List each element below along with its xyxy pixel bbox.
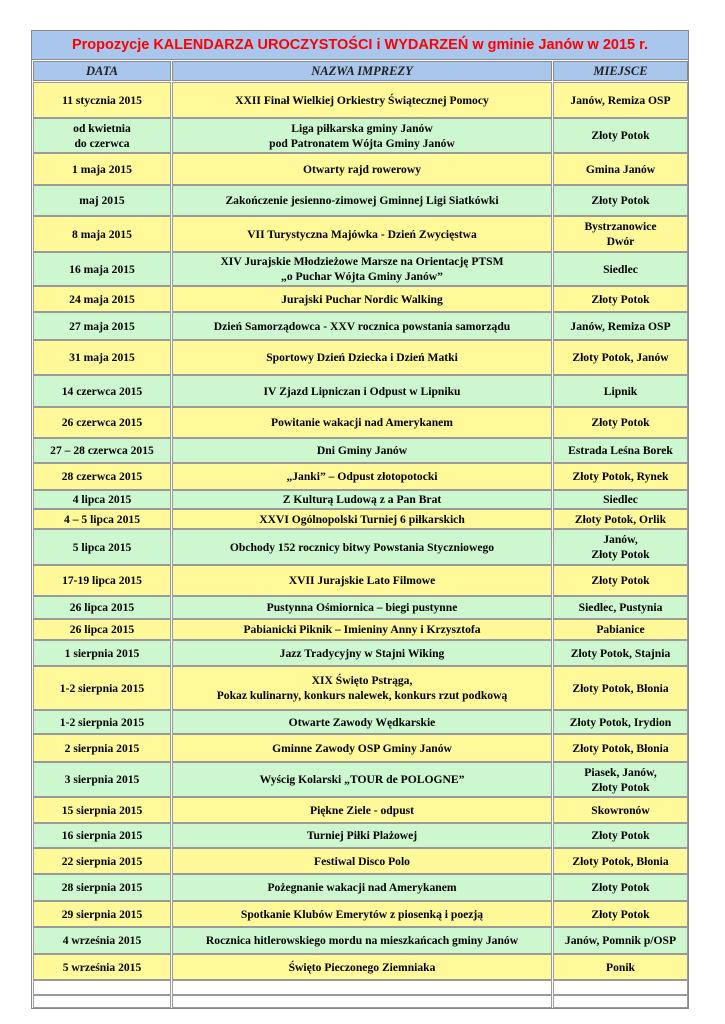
place-cell bbox=[553, 954, 688, 980]
place-cell bbox=[553, 286, 688, 312]
table-row bbox=[32, 596, 688, 619]
date-cell bbox=[33, 185, 171, 216]
date-cell-text: 4 – 5 lipca 2015 bbox=[63, 512, 140, 526]
date-cell bbox=[33, 490, 171, 509]
place-cell-text: Gmina Janów bbox=[585, 162, 656, 176]
date-cell-text: 27 maja 2015 bbox=[69, 319, 135, 333]
date-cell-text: 16 sierpnia 2015 bbox=[61, 829, 143, 842]
date-cell-text: 11 stycznia 2015 bbox=[62, 93, 142, 107]
date-cell bbox=[33, 463, 171, 490]
event-name-cell-text: VII Turystyczna Majówka - Dzień Zwycięstwa bbox=[247, 227, 477, 241]
event-name-cell bbox=[172, 252, 552, 286]
event-name-cell bbox=[172, 927, 552, 954]
place-cell bbox=[553, 901, 688, 927]
table-row bbox=[32, 490, 688, 509]
table-row bbox=[32, 619, 688, 640]
date-cell-text: 4 września 2015 bbox=[62, 934, 142, 947]
event-name-cell bbox=[172, 340, 552, 375]
place-cell bbox=[553, 407, 688, 438]
place-cell bbox=[553, 874, 688, 901]
date-cell-text: 16 maja 2015 bbox=[69, 262, 135, 276]
event-name-cell bbox=[172, 490, 552, 509]
place-cell bbox=[553, 666, 688, 710]
event-name-cell-text: Sportowy Dzień Dziecka i Dzień Matki bbox=[266, 351, 458, 364]
event-name-cell-text: Turniej Piłki Plażowej bbox=[306, 829, 418, 842]
table-row bbox=[32, 529, 688, 565]
event-name-cell bbox=[172, 823, 552, 848]
table-row bbox=[32, 848, 688, 874]
place-cell bbox=[553, 797, 688, 823]
table-row bbox=[32, 762, 688, 797]
table-row bbox=[32, 874, 688, 901]
date-cell bbox=[33, 153, 171, 185]
place-cell-text: Złoty Potok, Błonia bbox=[572, 681, 669, 695]
place-cell bbox=[553, 848, 688, 874]
place-cell bbox=[553, 565, 688, 596]
event-name-cell-text: Festiwal Disco Polo bbox=[314, 854, 410, 868]
event-name-cell bbox=[172, 153, 552, 185]
date-cell bbox=[33, 252, 171, 286]
place-cell bbox=[553, 153, 688, 185]
date-cell-text: 1 maja 2015 bbox=[72, 162, 132, 176]
date-cell bbox=[33, 619, 171, 640]
date-cell-text: 1 sierpnia 2015 bbox=[64, 646, 140, 660]
place-cell-text: Złoty Potok bbox=[591, 292, 650, 306]
event-name-cell bbox=[172, 797, 552, 823]
date-cell-text: 14 czerwca 2015 bbox=[61, 384, 143, 398]
table-row bbox=[32, 216, 688, 252]
date-cell-text: 29 sierpnia 2015 bbox=[61, 907, 143, 921]
date-cell bbox=[33, 927, 171, 954]
date-cell bbox=[33, 666, 171, 710]
date-cell bbox=[33, 286, 171, 312]
place-cell-text: Bystrzanowice Dwór bbox=[584, 220, 657, 248]
event-name-cell bbox=[172, 995, 552, 1008]
event-name-cell-text: Dni Gminy Janów bbox=[316, 444, 408, 457]
event-name-cell-text: IV Zjazd Lipniczan i Odpust w Lipniku bbox=[263, 384, 461, 398]
date-cell-text: 5 lipca 2015 bbox=[72, 540, 132, 554]
place-cell-text: Skowronów bbox=[591, 803, 650, 817]
table-row bbox=[32, 82, 688, 118]
place-cell bbox=[553, 312, 688, 340]
event-name-cell-text: Wyścig Kolarski „TOUR de POLOGNE” bbox=[259, 773, 465, 786]
event-name-cell-text: Święto Pieczonego Ziemniaka bbox=[288, 960, 436, 974]
date-cell bbox=[33, 848, 171, 874]
date-cell bbox=[33, 312, 171, 340]
table-row bbox=[32, 252, 688, 286]
date-cell bbox=[33, 565, 171, 596]
event-name-cell bbox=[172, 438, 552, 463]
place-cell-text: Siedlec, Pustynia bbox=[578, 601, 663, 614]
event-name-cell-text: Pustynna Ośmiornica – biegi pustynne bbox=[266, 601, 458, 614]
event-name-cell bbox=[172, 407, 552, 438]
table-row bbox=[32, 407, 688, 438]
event-name-cell-text: Otwarty rajd rowerowy bbox=[302, 162, 422, 176]
date-cell-text: 15 sierpnia 2015 bbox=[61, 803, 143, 817]
event-name-cell bbox=[172, 640, 552, 666]
table-row bbox=[32, 640, 688, 666]
place-cell bbox=[553, 762, 688, 797]
event-name-cell-text: Rocznica hitlerowskiego mordu na mieszkańcach gminy Janów bbox=[205, 934, 519, 947]
place-cell-text: Ponik bbox=[606, 960, 635, 974]
place-cell bbox=[553, 216, 688, 252]
table-row bbox=[32, 340, 688, 375]
date-cell-text: maj 2015 bbox=[79, 194, 125, 207]
place-cell-text: Złoty Potok bbox=[591, 574, 650, 587]
date-cell-text: 27 – 28 czerwca 2015 bbox=[50, 444, 154, 457]
place-cell-text: Złoty Potok bbox=[591, 907, 650, 921]
place-cell-text: Złoty Potok, Stajnia bbox=[570, 646, 671, 660]
event-name-cell-text: Liga piłkarska gminy Janów pod Patronatem Wójta Gminy Janów bbox=[269, 121, 455, 150]
place-cell bbox=[553, 596, 688, 619]
event-name-cell bbox=[172, 619, 552, 640]
place-cell-text: Złoty Potok, Irydion bbox=[569, 715, 672, 729]
table-row bbox=[32, 734, 688, 762]
event-name-cell-text: „Janki” – Odpust złotopotocki bbox=[286, 470, 438, 483]
date-cell-text: 1-2 sierpnia 2015 bbox=[59, 715, 145, 729]
event-name-cell bbox=[172, 565, 552, 596]
event-name-cell bbox=[172, 901, 552, 927]
place-cell-text: Janów, Remiza OSP bbox=[570, 319, 671, 333]
table-row bbox=[32, 463, 688, 490]
place-cell bbox=[553, 529, 688, 565]
event-name-cell-text: Pożegnanie wakacji nad Amerykanem bbox=[267, 881, 457, 894]
date-cell bbox=[33, 407, 171, 438]
place-cell-text: Lipnik bbox=[603, 384, 638, 398]
event-name-cell bbox=[172, 509, 552, 529]
place-cell bbox=[553, 185, 688, 216]
event-name-cell bbox=[172, 734, 552, 762]
date-cell bbox=[33, 874, 171, 901]
place-cell bbox=[553, 927, 688, 954]
place-cell bbox=[553, 734, 688, 762]
date-cell bbox=[33, 375, 171, 407]
date-cell-text: 22 sierpnia 2015 bbox=[61, 854, 143, 868]
place-cell-text: Piasek, Janów, Złoty Potok bbox=[584, 765, 657, 794]
place-cell bbox=[553, 463, 688, 490]
event-name-cell bbox=[172, 666, 552, 710]
date-cell-text: 26 lipca 2015 bbox=[69, 601, 135, 614]
table-row bbox=[32, 286, 688, 312]
event-name-cell bbox=[172, 874, 552, 901]
table-row bbox=[32, 509, 688, 529]
event-name-cell-text: XXVI Ogólnopolski Turniej 6 piłkarskich bbox=[259, 512, 465, 526]
place-cell bbox=[553, 252, 688, 286]
place-cell-text: Złoty Potok bbox=[591, 129, 650, 142]
table-row bbox=[32, 995, 688, 1008]
place-cell bbox=[553, 490, 688, 509]
date-cell bbox=[33, 710, 171, 734]
document-title bbox=[32, 31, 688, 60]
event-name-cell bbox=[172, 312, 552, 340]
date-cell-text: 26 lipca 2015 bbox=[69, 623, 135, 636]
date-cell-text: 4 lipca 2015 bbox=[72, 493, 132, 506]
table-row bbox=[32, 666, 688, 710]
date-cell bbox=[33, 438, 171, 463]
date-cell bbox=[33, 509, 171, 529]
event-name-cell-text: Obchody 152 rocznicy bitwy Powstania Styczniowego bbox=[229, 540, 495, 554]
place-cell bbox=[553, 509, 688, 529]
date-cell-text: 28 czerwca 2015 bbox=[61, 470, 143, 483]
event-name-cell-text: Powitanie wakacji nad Amerykanem bbox=[271, 416, 453, 429]
place-cell-text: Pabianice bbox=[596, 623, 645, 636]
table-row bbox=[32, 565, 688, 596]
header-event-name: NAZWA IMPREZY bbox=[172, 61, 552, 81]
place-cell-text: Estrada Leśna Borek bbox=[568, 444, 673, 457]
date-cell bbox=[33, 954, 171, 980]
date-cell-text: 8 maja 2015 bbox=[72, 227, 132, 241]
table-row bbox=[32, 185, 688, 216]
place-cell-text: Złoty Potok bbox=[591, 194, 650, 207]
table-row bbox=[32, 901, 688, 927]
date-cell bbox=[33, 762, 171, 797]
date-cell-text: 5 września 2015 bbox=[62, 960, 142, 974]
date-cell-text: 2 sierpnia 2015 bbox=[64, 741, 140, 755]
event-name-cell bbox=[172, 463, 552, 490]
place-cell bbox=[553, 82, 688, 118]
table-row bbox=[32, 823, 688, 848]
event-name-cell bbox=[172, 596, 552, 619]
place-cell bbox=[553, 640, 688, 666]
table-row bbox=[32, 954, 688, 980]
place-cell-text: Janów, Remiza OSP bbox=[570, 93, 671, 107]
place-cell bbox=[553, 375, 688, 407]
place-cell-text: Złoty Potok bbox=[591, 881, 650, 894]
date-cell-text: 3 sierpnia 2015 bbox=[64, 773, 140, 786]
place-cell-text: Siedlec bbox=[603, 493, 638, 506]
date-cell bbox=[33, 980, 171, 995]
title-text: Propozycje KALENDARZA UROCZYSTOŚCI i WYDARZEŃ w gminie Janów w 2015 r. bbox=[71, 37, 649, 53]
header-date: DATA bbox=[33, 61, 171, 81]
event-name-cell-text: Otwarte Zawody Wędkarskie bbox=[288, 715, 436, 729]
event-name-cell-text: XIV Jurajskie Młodzieżowe Marsze na Orientację PTSM „o Puchar Wójta Gminy Janów” bbox=[220, 255, 504, 283]
event-name-cell bbox=[172, 954, 552, 980]
place-cell bbox=[553, 980, 688, 995]
place-cell bbox=[553, 710, 688, 734]
date-cell bbox=[33, 596, 171, 619]
date-cell-text: 26 czerwca 2015 bbox=[61, 416, 143, 429]
date-cell bbox=[33, 823, 171, 848]
date-cell bbox=[33, 529, 171, 565]
place-cell-text: Złoty Potok, Janów bbox=[572, 351, 669, 364]
event-name-cell bbox=[172, 710, 552, 734]
event-name-cell-text: Spotkanie Klubów Emerytów z piosenką i poezją bbox=[240, 907, 484, 921]
table-row bbox=[32, 980, 688, 995]
place-cell-text: Złoty Potok, Błonia bbox=[572, 854, 669, 868]
place-cell bbox=[553, 823, 688, 848]
event-name-cell bbox=[172, 848, 552, 874]
table-row bbox=[32, 118, 688, 153]
place-cell bbox=[553, 995, 688, 1008]
event-name-cell-text: XXII Finał Wielkiej Orkiestry Świątecznej Pomocy bbox=[235, 93, 489, 107]
date-cell-text: 31 maja 2015 bbox=[69, 351, 135, 364]
place-cell bbox=[553, 619, 688, 640]
date-cell bbox=[33, 118, 171, 153]
place-cell-text: Złoty Potok bbox=[591, 829, 650, 842]
date-cell bbox=[33, 797, 171, 823]
event-name-cell-text: Zakończenie jesienno-zimowej Gminnej Ligi Siatkówki bbox=[225, 194, 499, 207]
event-name-cell bbox=[172, 216, 552, 252]
table-row bbox=[32, 710, 688, 734]
date-cell-text: 24 maja 2015 bbox=[69, 292, 135, 306]
table-row bbox=[32, 312, 688, 340]
table-row bbox=[32, 927, 688, 954]
place-cell bbox=[553, 118, 688, 153]
date-cell bbox=[33, 734, 171, 762]
date-cell-text: 28 sierpnia 2015 bbox=[61, 881, 143, 894]
event-name-cell-text: XVII Jurajskie Lato Filmowe bbox=[288, 574, 436, 587]
place-cell-text: Złoty Potok bbox=[591, 416, 650, 429]
table-row bbox=[32, 438, 688, 463]
date-cell bbox=[33, 82, 171, 118]
place-cell-text: Złoty Potok, Orlik bbox=[574, 512, 667, 526]
event-name-cell bbox=[172, 762, 552, 797]
place-cell-text: Janów, Pomnik p/OSP bbox=[564, 934, 677, 947]
event-name-cell-text: Jazz Tradycyjny w Stajni Wiking bbox=[279, 646, 445, 660]
event-name-cell bbox=[172, 185, 552, 216]
place-cell-text: Złoty Potok, Rynek bbox=[572, 470, 669, 483]
event-name-cell bbox=[172, 82, 552, 118]
table-row bbox=[32, 375, 688, 407]
event-name-cell bbox=[172, 375, 552, 407]
event-name-cell bbox=[172, 286, 552, 312]
event-name-cell-text: Z Kulturą Ludową z a Pan Brat bbox=[282, 493, 442, 506]
date-cell bbox=[33, 216, 171, 252]
event-name-cell-text: Gminne Zawody OSP Gminy Janów bbox=[272, 741, 452, 755]
event-name-cell-text: Jurajski Puchar Nordic Walking bbox=[281, 292, 443, 306]
place-cell-text: Janów, Złoty Potok bbox=[591, 533, 650, 561]
event-name-cell bbox=[172, 529, 552, 565]
header-place: MIEJSCE bbox=[553, 61, 688, 81]
table-row bbox=[32, 797, 688, 823]
event-name-cell-text: Dzień Samorządowca - XXV rocznica powstania samorządu bbox=[213, 319, 511, 333]
event-name-cell bbox=[172, 980, 552, 995]
date-cell-text: od kwietnia do czerwca bbox=[73, 121, 131, 150]
event-name-cell-text: XIX Święto Pstrąga, Pokaz kulinarny, konkurs nalewek, konkurs rzut podkową bbox=[216, 674, 508, 702]
date-cell bbox=[33, 995, 171, 1008]
date-cell-text: 17-19 lipca 2015 bbox=[62, 574, 142, 587]
table-row bbox=[32, 153, 688, 185]
place-cell bbox=[553, 438, 688, 463]
event-name-cell bbox=[172, 118, 552, 153]
event-name-cell-text: Piękne Ziele - odpust bbox=[309, 803, 415, 817]
date-cell bbox=[33, 340, 171, 375]
date-cell bbox=[33, 901, 171, 927]
place-cell bbox=[553, 340, 688, 375]
date-cell-text: 1-2 sierpnia 2015 bbox=[59, 681, 145, 695]
date-cell bbox=[33, 640, 171, 666]
place-cell-text: Złoty Potok, Błonia bbox=[572, 741, 669, 755]
event-name-cell-text: Pabianicki Piknik – Imieniny Anny i Krzysztofa bbox=[243, 623, 481, 636]
place-cell-text: Siedlec bbox=[603, 262, 638, 276]
